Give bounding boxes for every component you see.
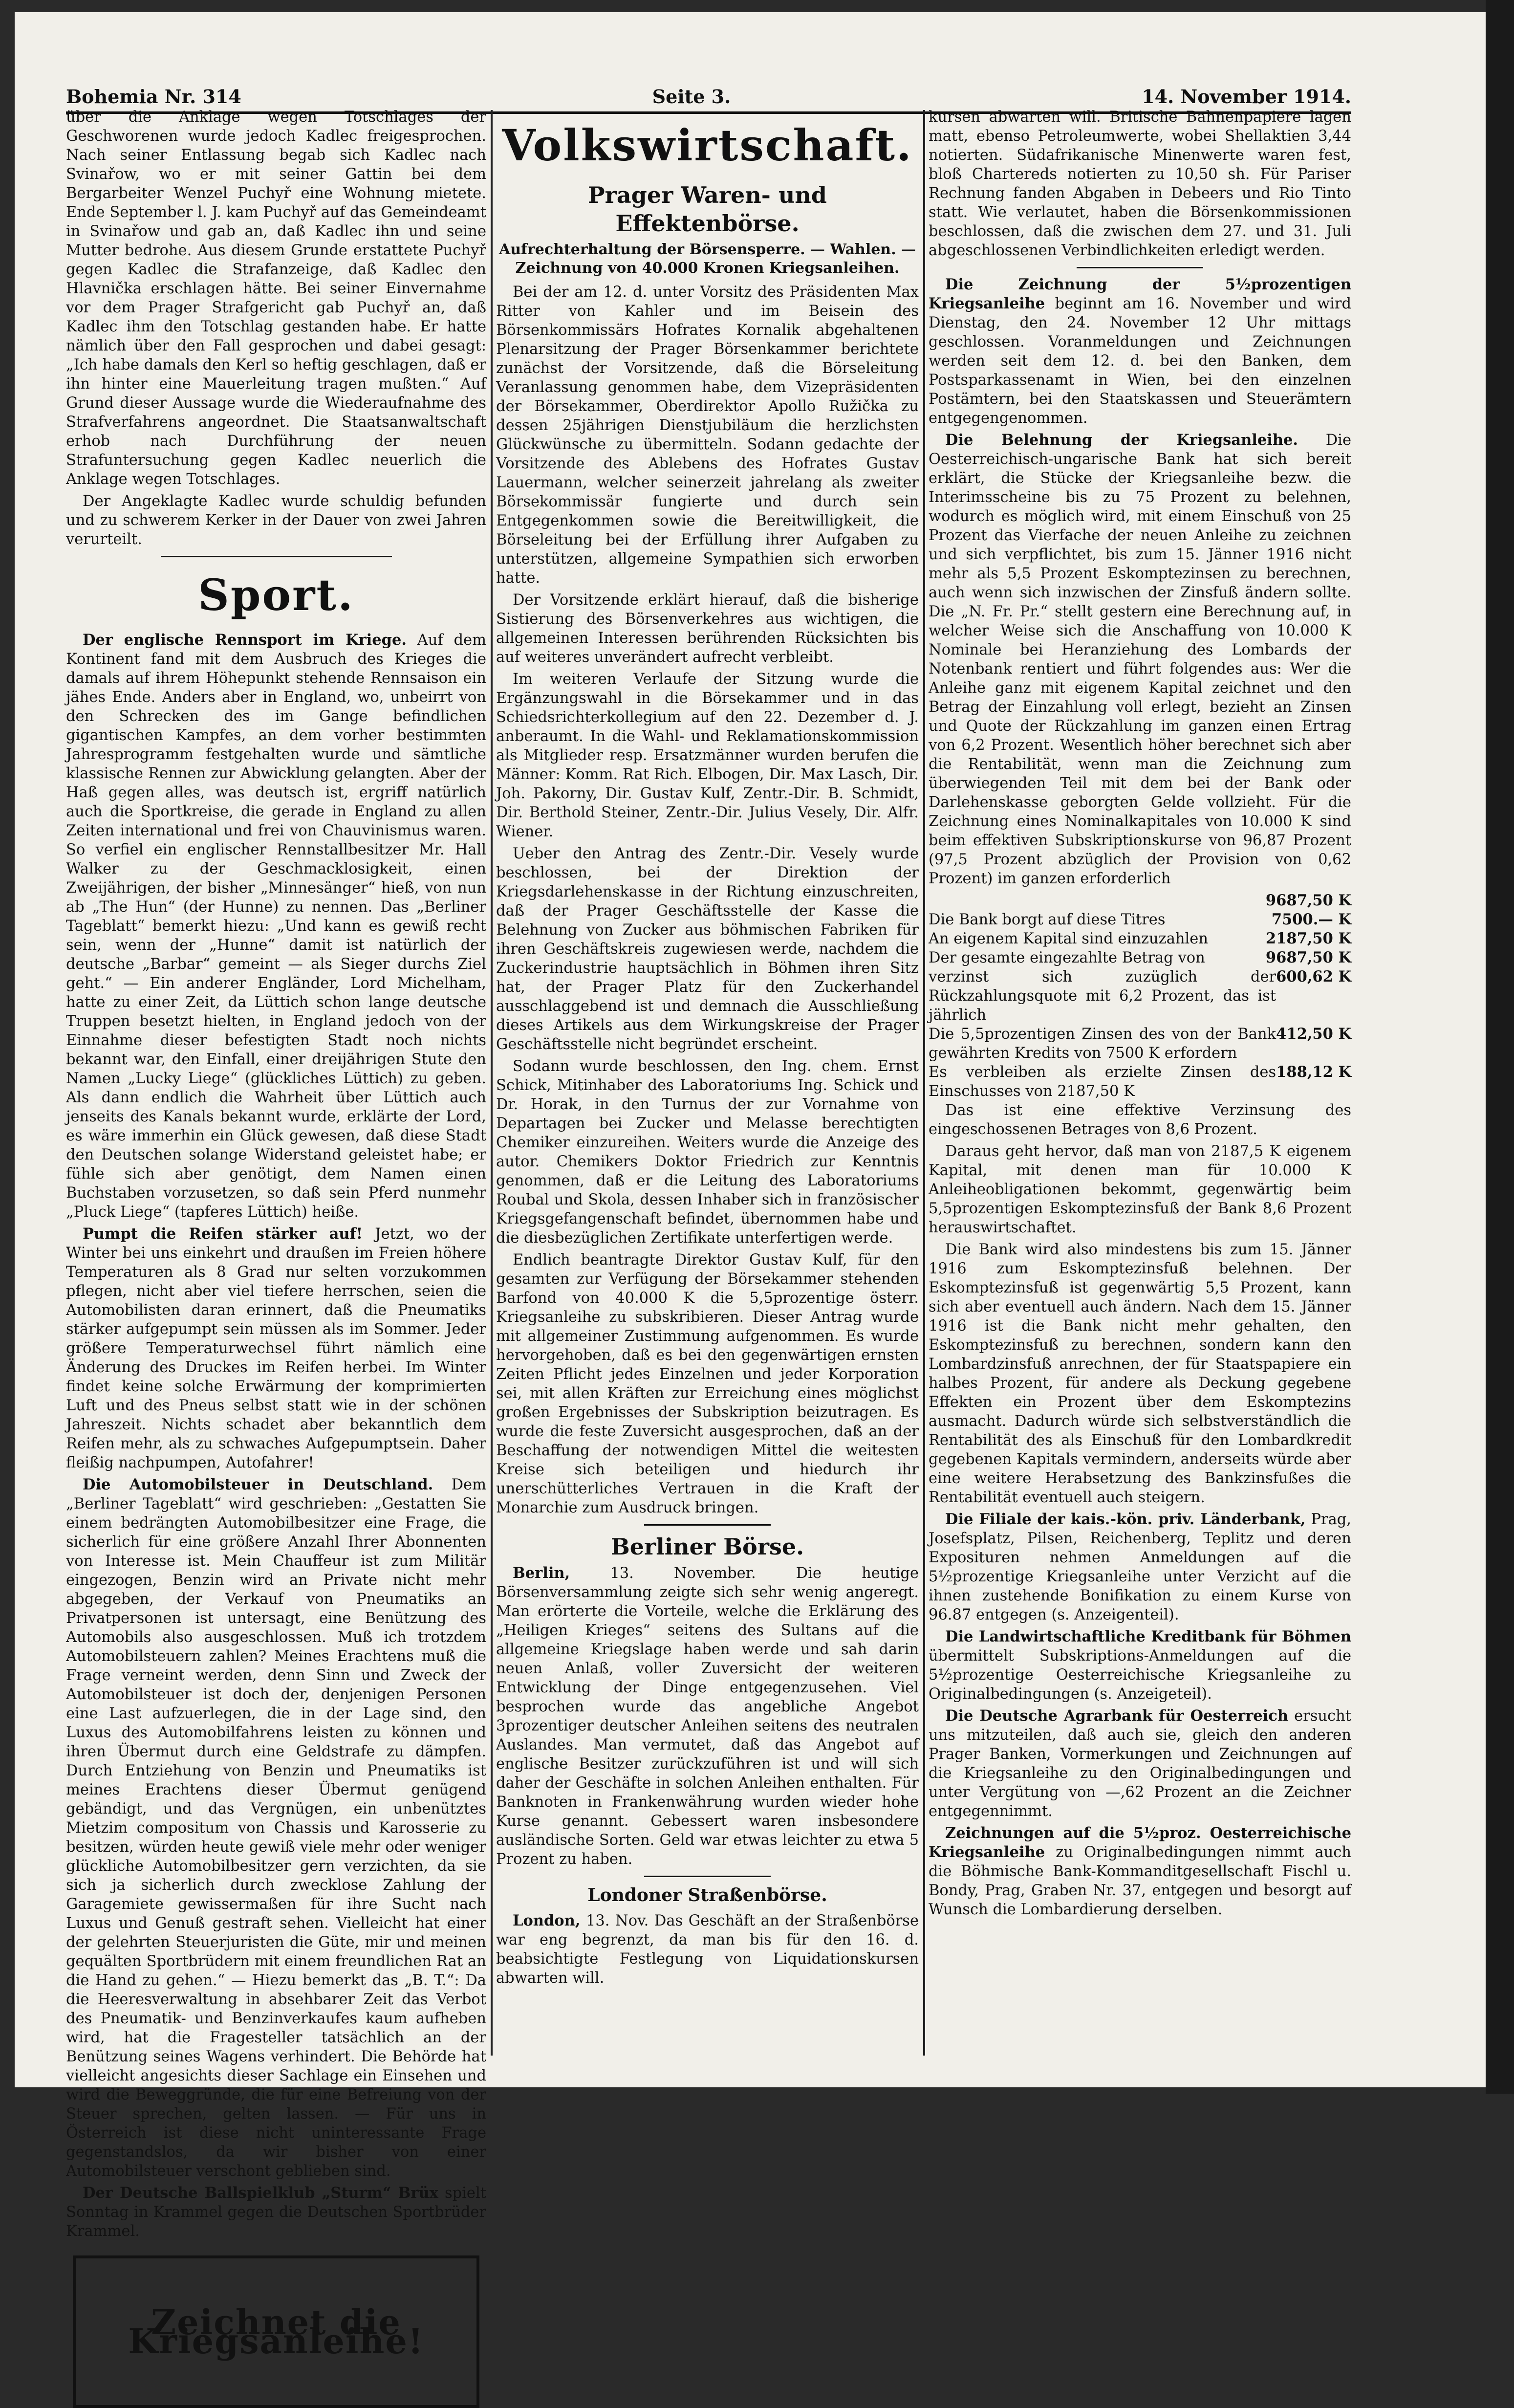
paragraph-lead: Die Deutsche Agrarbank für Oesterreich [945, 1707, 1289, 1725]
paragraph-lead: Der Deutsche Ballspielklub „Sturm“ Brüx [83, 2184, 438, 2202]
economy-title: Volkswirtschaft. [502, 120, 913, 171]
column-rule-1 [491, 110, 493, 2056]
paragraph: Endlich beantragte Direktor Gustav Kulf, für den gesamten zur Verfügung der Börsekammer stehenden Barfond von 40.000 K die 5,5prozentige österr. Kriegsanleihe zu subskribieren. Dieser Antrag wurde mit allgemeiner Zustimmung aufgenommen. Es wurde hervorgehoben, daß es bei den gegenwärtigen ernsten Zeiten Pflicht jedes Einzelnen und jeder Korporation sei, mit allen Kräften zur Erreichung eines möglichst großen Ergebnisses der Subskription beizutragen. Es wurde die feste Zuversicht ausgesprochen, daß an der Beschaffung der notwendigen Mittel die weitesten Kreise sich beteiligen und hiedurch ihr unerschütterliches Vertrauen in die Kraft der Monarchie zum Ausdruck bringen. [496, 1251, 919, 1516]
column-3 [929, 108, 1351, 2058]
paragraph-text: Jetzt, wo der Winter bei uns einkehrt und draußen im Freien höhere Temperaturen als 8 Grad nur selten vorzukommen pflegen, nicht aber viel tiefere herrschen, seien die Automobilisten daran erinnert, daß die Pneumatiks stärker aufgepumpt sein müssen als im Sommer. Jeder größere Temperaturwechsel führt nämlich eine Änderung des Druckes im Reifen herbei. Im Winter findet keine solche Erwärmung der komprimierten Luft und des Pneus selbst statt wie in der schönen Jahreszeit. Nichts schadet aber bekanntlich dem Reifen mehr, als zu schwaches Aufgepumptsein. Daher fleißig nachpumpen, Autofahrer! [66, 1226, 486, 1471]
paragraph-lead: Berlin, [513, 1564, 570, 1582]
paragraph: Daraus geht hervor, daß man von 2187,5 K eigenem Kapital, mit denen man für 10.000 K Anleiheobligationen bekommt, gegenwärtig beim 5,5prozentigen Eskomptezinsfuß der Bank 8,6 Prozent herauswirtschaftet. [929, 1143, 1351, 1236]
calc-label: Es verbleiben als erzielte Zinsen des Einschusses von 2187,50 K [929, 1064, 1276, 1100]
paragraph-lead: Die Automobilsteuer in Deutschland. [83, 1476, 433, 1493]
calc-row [929, 1025, 1351, 1063]
column-2 [496, 108, 919, 2058]
london-exchange-heading: Londoner Straßenbörse. [587, 1885, 827, 1905]
header-date: 14. November 1914. [1142, 86, 1351, 108]
calc-label: Die Bank borgt auf diese Titres [929, 911, 1166, 928]
paragraph: Bei der am 12. d. unter Vorsitz des Präsidenten Max Ritter von Kahler und im Beisein des Börsenkommissärs Hofrates Kornalik abgehaltenen Plenarsitzung der Prager Börsenkammer berichtete zunächst der Vorsitzende, daß die Börseleitung Veranlassung genommen habe, dem Vizepräsidenten der Börsekammer, Oberdirektor Apollo Ružička zu dessen 25jährigen Dienstjubiläum die herzlichsten Glückwünsche zu übermitteln. Sodann gedachte der Vorsitzende des Ablebens des Hofrates Gustav Lauermann, welcher seinerzeit jahrelang als zweiter Börsekommissär fungierte und durch sein Entgegenkommen sowie die Bereitwilligkeit, die Börseleitung bei der Erfüllung ihrer Aufgaben zu unterstützen, allgemeine Sympathien sich erworben hatte. [496, 284, 919, 587]
war-loan-banner: Zeichnet die Kriegsanleihe! [73, 2255, 479, 2408]
paragraph: Ueber den Antrag des Zentr.-Dir. Vesely wurde beschlossen, bei der Direktion der Kriegsdarlehenskasse in der Richtung einzuschreiten, daß der Prager Geschäftsstelle der Kasse die Belehnung von Zucker aus böhmischen Fabriken für ihren Geschäftskreis zugewiesen werde, nachdem die Zuckerindustrie hauptsächlich in Böhmen ihren Sitz hat, der Prager Platz für den Zuckerhandel ausschlaggebend ist und demnach die Ausschließung dieses Artikels aus dem Wirkungskreise der Prager Geschäftsstelle nicht begründet erscheint. [496, 845, 919, 1053]
war-loan-notices [929, 275, 1351, 888]
header-page-number: Seite 3. [652, 86, 731, 108]
paragraph: Sodann wurde beschlossen, den Ing. chem. Ernst Schick, Mitinhaber des Laboratoriums Ing. Schick und Dr. Horak, in den Turnus der zur Vornahme von Departagen bei Zucker und Melasse berechtigten Chemiker einzureihen. Weiters wurde die Anzeige des autor. Chemikers Doktor Friedrich zur Kenntnis genommen, daß er die Leitung des Laboratoriums Roubal und Skola, dessen Inhaber sich in französischer Kriegsgefangenschaft befindet, übernommen habe und die diesbezüglichen Zertifikate unterfertigen werde. [496, 1058, 919, 1247]
paragraph-text: spielt Sonntag in Krammel gegen die Deutschen Sportbrüder Krammel. [66, 2185, 486, 2240]
paragraph [66, 631, 486, 1222]
paragraph: Die Bank wird also mindestens bis zum 15. Jänner 1916 zum Eskomptezinsfuß belehnen. Der Eskomptezinsfuß ist gegenwärtig 5,5 Prozent, kann sich aber eventuell auch ändern. Nach dem 15. Jänner 1916 ist die Bank nicht mehr gehalten, den Eskomptezinsfuß zu berechnen, sondern kann den Lombardzinsfuß anrechnen, der für Staatspapiere ein halbes Prozent, für andere als Deckung gegebene Effekten ein Prozent über dem Eskomptezins ausmacht. Dadurch würde sich selbstverständlich die Rentabilität des als Einschuß für den Lombardkredit gegebenen Kapitals vermindern, anderseits würde aber eine weitere Herabsetzung des Bankzinsfußes die Rentabilität eventuell auch steigern. [929, 1241, 1351, 1506]
calc-row [929, 891, 1351, 910]
paragraph [496, 1564, 919, 1869]
calc-row [929, 929, 1351, 948]
column-1 [66, 108, 486, 2362]
paragraph [66, 2184, 486, 2241]
paragraph-text: Dem „Berliner Tageblatt“ wird geschrieben: „Gestatten Sie einem bedrängten Automobilbesitzer eine Frage, die sicherlich für eine größere Anzahl Ihrer Abonnenten von Interesse ist. Mein Chauffeur ist zum Militär eingezogen, Benzin wird an Private nicht mehr abgegeben, der Verkauf von Pneumatiks an Privatpersonen ist untersagt, eine Benützung des Automobils also ausgeschlossen. Muß ich trotzdem Automobilsteuern zahlen? Meines Erachtens muß die Frage verneint werden, denn Sinn und Zweck der Automobilsteuer ist doch der, denjenigen Personen eine Last aufzuerlegen, die in der Lage sind, den Luxus des Automobilfahrens leisten zu können und ihren Übermut durch eine Geldstrafe zu dämpfen. Durch Entziehung von Benzin und Pneumatiks ist meines Erachtens dieser Übermut genügend gebändigt, und das Vergnügen, ein unbenütztes Mietzim compositum von Chassis und Karosserie zu besitzen, würden heute gewiß viele mehr oder weniger glückliche Automobilbesitzer gern verzichten, da sie sich ja sicherlich durch zwecklose Zahlung der Garagemiete gewissermaßen für ihre Sucht nach Luxus und Genuß gestraft sehen. Vielleicht hat einer der gelehrten Steuerjuristen die Güte, mir und meinen gequälten Sportbrüdern mit einem freundlichen Rat an die Hand zu gehen.“ — Hiezu bemerkt das „B. T.“: Da die Heeresverwaltung in absehbarer Zeit das Verbot des Pneumatik- und Benzinverkaufes kaum aufheben wird, hat die Fragesteller tatsächlich an der Benützung seines Wagens verhindert. Die Behörde hat vielleicht angesichts dieser Sachlage ein Einsehen und wird die Beweggründe, die für eine Befreiung von der Steuer sprechen, gelten lassen. — Für uns in Österreich ist diese nicht uninteressante Frage gegenstandslos, da wir bisher von einer Automobilsteuer verschont geblieben sind. [66, 1476, 486, 2180]
calc-value: 9687,50 K [1265, 949, 1351, 966]
paragraph: Der Vorsitzende erklärt hierauf, daß die bisherige Sistierung des Börsenverkehres aus wichtigen, die allgemeinen Interessen berührenden Rücksichten bis auf weiteres unverändert aufrecht verbleibt. [496, 591, 919, 666]
paragraph-text: zu Originalbedingungen nimmt auch die Böhmische Bank-Kommanditgesellschaft Fischl u. Bondy, Prag, Graben Nr. 37, entgegen und besorgt auf Wunsch die Lombardierung derselben. [929, 1844, 1351, 1918]
paragraph [929, 1707, 1351, 1821]
paragraph-lead: London, [513, 1912, 581, 1929]
calc-label: Der gesamte eingezahlte Betrag von [929, 949, 1205, 966]
calc-value: 2187,50 K [1265, 930, 1351, 947]
paragraph-text: Prag, Josefsplatz, Pilsen, Reichenberg, Teplitz und deren Exposituren nehmen Anmeldungen auf die 5½prozentige Kriegsanleihe unter Verzicht auf die ihnen zustehende Bonifikation zu einem Kurse von 96.87 entgegen (s. Anzeigenteil). [929, 1511, 1352, 1623]
divider [1077, 267, 1204, 268]
divider [644, 1524, 771, 1526]
paragraph [929, 431, 1351, 888]
divider [644, 1876, 771, 1877]
column-rule-2 [923, 110, 925, 2056]
divider [161, 556, 392, 557]
paragraph-text: Die Oesterreichisch-ungarische Bank hat sich bereit erklärt, die Stücke der Kriegsanleihe bezw. die Interimsscheine bis zu 75 Prozent zu belehnen, wodurch es möglich wird, mit einem Einschuß von 25 Prozent das Vierfache der neuen Anleihe zu zeichnen und sich verpflichtet, bis zum 15. Jänner 1916 nicht mehr als 5,5 Prozent Eskomptezinsen zu berechnen, auch wenn sich inzwischen der Zinsfuß ändern sollte. Die „N. Fr. Pr.“ stellt gestern eine Berechnung auf, in welcher Weise sich die Anschaffung von 10.000 K Nominale bei Heranziehung des Lombards der Notenbank rentiert und führt folgendes aus: Wer die Anleihe ganz mit eigenem Kapital zeichnet und den Betrag der Einzahlung voll erlegt, bezieht an Zinsen und Quote der Rückzahlung im ganzen einen Ertrag von 6,2 Prozent. Wesentlich höher berechnet sich aber die Rentabilität, wenn man die Zeichnung zum überwiegenden Teil mit dem bei der Bank oder Darlehenskasse geborgten Gelde vollzieht. Für die Zeichnung eines Nominalkapitales von 10.000 K sind beim effektiven Subskriptionskurse von 96,87 Prozent (97,5 Prozent abzüglich der Provision von 0,62 Prozent) im ganzen erforderlich [929, 432, 1351, 887]
paragraph [929, 275, 1351, 428]
paragraph [929, 1824, 1351, 1919]
sport-section [66, 631, 486, 2241]
paragraph [66, 1225, 486, 1472]
prague-exchange-body [496, 283, 919, 1517]
paragraph: Das ist eine effektive Verzinsung des eingeschossenen Betrages von 8,6 Prozent. [929, 1102, 1351, 1138]
london-exchange-body [496, 1911, 919, 1988]
berlin-exchange-body [496, 1564, 919, 1869]
calc-value: 412,50 K [1276, 1025, 1351, 1043]
paragraph-lead: Zeichnungen auf die 5½proz. Oesterreichische Kriegsanleihe [929, 1824, 1351, 1861]
prague-exchange-heading: Prager Waren- und Effektenbörse. [588, 182, 827, 237]
berlin-exchange-heading: Berliner Börse. [610, 1533, 804, 1560]
paragraph-lead: Die Landwirtschaftliche Kreditbank für Böhmen [945, 1628, 1351, 1645]
paragraph: über die Anklage wegen Totschlages der Geschworenen wurde jedoch Kadlec freigesprochen. Nach seiner Entlassung begab sich Kadlec nach Svinařow, wo er mit seiner Gattin bei dem Bergarbeiter Wenzel Puchyř eine Wohnung mietete. Ende September l. J. kam Puchyř auf das Gemeindeamt in Svinařow und gab an, daß Kadlec ihn und seine Mutter bedrohe. Aus diesem Grunde erstattete Puchyř gegen Kadlec die Strafanzeige, daß Kadlec den Hlavnička erschlagen hätte. Bei seiner Einvernahme vor dem Prager Strafgericht gab Puchyř an, daß Kadlec ihm den Totschlag gestanden habe. Er hatte nämlich über den Fall gesprochen und dabei gesagt: „Ich habe damals den Kerl so heftig geschlagen, daß er ihn hinter eine Mauerleitung tragen mußten.“ Auf Grund dieser Aussage wurde die Wiederaufnahme des Strafverfahrens angeordnet. Die Staatsanwaltschaft erhob nach Durchführung der neuen Strafuntersuchung gegen Kadlec neuerlich die Anklage wegen Totschlages. [66, 109, 486, 488]
paragraph [496, 1911, 919, 1988]
paragraph: Der Angeklagte Kadlec wurde schuldig befunden und zu schwerem Kerker in der Dauer von zwei Jahren verurteilt. [66, 493, 486, 548]
paragraph-text: übermittelt Subskriptions-Anmeldungen auf die 5½prozentige Oesterreichische Kriegsanleihe zu Originalbedingungen (s. Anzeigeteil). [929, 1647, 1351, 1703]
paragraph-text: ersucht uns mitzuteilen, daß auch sie, gleich den anderen Prager Banken, Vormerkungen und Zeichnungen auf die Kriegsanleihe zu den Originalbedingungen und unter Vergütung von —,62 Prozent an die Zeichner entgegennimmt. [929, 1707, 1351, 1820]
paragraph: Im weiteren Verlaufe der Sitzung wurde die Ergänzungswahl in die Börsekammer und in das Schiedsrichterkollegium auf den 22. Dezember d. J. anberaumt. In die Wahl- und Reklamationskommission als Mitglieder resp. Ersatzmänner wurden berufen die Männer: Komm. Rat Rich. Elbogen, Dir. Max Lasch, Dir. Joh. Pakorny, Dir. Gustav Kulf, Zentr.-Dir. B. Schmidt, Dir. Berthold Steiner, Zentr.-Dir. Julius Vesely, Dir. Alfr. Wiener. [496, 671, 919, 840]
calc-row [929, 948, 1351, 967]
paragraph-text: 13. November. Die heutige Börsenversammlung zeigte sich sehr wenig angeregt. Man erörterte die Vorteile, welche die Erklärung des „Heiligen Krieges“ seitens des Sultans auf die allgemeine Kriegslage haben werde und sah darin neuen Anlaß, voller Zuversicht der weiteren Entwicklung der Dinge entgegenzusehen. Viel besprochen wurde das angebliche Angebot 3prozentiger deutscher Anleihen seitens des neutralen Auslandes. Man vermutet, daß das Angebot auf englische Besitzer zurückzuführen ist und will sich daher der Geschäfte in solchen Anleihen enthalten. Für Banknoten in Frankenwährung wurden wieder hohe Kurse genannt. Gebessert waren insbesondere ausländische Sorten. Geld war etwas leichter zu etwa 5 Prozent zu haben. [496, 1565, 919, 1868]
paragraph-text: Auf dem Kontinent fand mit dem Ausbruch des Krieges die damals auf ihrem Höhepunkt stehende Rennsaison ein jähes Ende. Anders aber in England, wo, unbeirrt von den Schrecken des im Gange befindlichen gigantischen Kampfes, an dem vorher bestimmten Jahresprogramm festgehalten wurde und sämtliche klassische Rennen zur Abwicklung gelangten. Aber der Haß gegen alles, was deutsch ist, ergriff natürlich auch die Sportkreise, die gerade in England zu allen Zeiten international und frei von Chauvinismus waren. So verfiel ein englischer Rennstallbesitzer Mr. Hall Walker zu der Geschmacklosigkeit, einen Zweijährigen, der bisher „Minnesänger“ hieß, von nun ab „The Hun“ (der Hunne) zu nennen. Das „Berliner Tageblatt“ bemerkt hiezu: „Und kann es gewiß recht sein, wenn der „Hunne“ damit ist natürlich der deutsche „Barbar“ gemeint — als Sieger durchs Ziel geht.“ — Ein anderer Engländer, Lord Michelham, hatte zu einer Zeit, da Lüttich schon lange deutsche Truppen besetzt hielten, in England jedoch von der Einnahme dieser befestigten Stadt noch nichts bekannt war, den Einfall, einer dreijährigen Stute den Namen „Lucky Liege“ (glückliches Lüttich) zu geben. Als dann endlich die Wahrheit über Lüttich auch jenseits des Kanals bekannt wurde, erklärte der Lord, es wäre immerhin ein Glück gewesen, daß diese Stadt den Deutschen solange Widerstand geleistet habe; er fühle sich aber genötigt, dem Namen einen Buchstaben vorzusetzen, so daß sein Pferd nunmehr „Pluck Liege“ (tapferes Lüttich) heiße. [66, 632, 486, 1221]
paragraph-lead: Der englische Rennsport im Kriege. [83, 631, 407, 649]
london-continuation [929, 108, 1351, 260]
paragraph [66, 1475, 486, 2181]
interest-commentary [929, 1101, 1351, 1507]
calc-value: 188,12 K [1276, 1063, 1351, 1081]
paragraph-text: beginnt am 16. November und wird Dienstag, den 24. November 12 Uhr mittags geschlossen. Voranmeldungen und Zeichnungen werden seit dem 12. d. bei den Banken, dem Postsparkassenamt in Wien, bei den einzelnen Postämtern, bei den Staatskassen und Steuerämtern entgegengenommen. [929, 295, 1351, 427]
calc-value: 9687,50 K [1265, 892, 1351, 909]
paragraph-lead: Die Filiale der kais.-kön. priv. Länderbank, [945, 1510, 1306, 1528]
header-issue: Bohemia Nr. 314 [66, 86, 241, 108]
paragraph-lead: Die Zeichnung der 5½prozentigen Kriegsanleihe [929, 276, 1351, 312]
court-report [66, 108, 486, 549]
calc-value: 600,62 K [1276, 968, 1351, 985]
calc-label: An eigenem Kapital sind einzuzahlen [929, 930, 1208, 947]
paragraph [929, 1510, 1351, 1624]
paragraph: kursen abwarten will. Britische Bahnenpapiere lagen matt, ebenso Petroleumwerte, wobei Shellaktien 3,44 notierten. Südafrikanische Minenwerte waren fest, bloß Chartereds notierten zu 10,50 sh. Für Pariser Rechnung fanden Abgaben in Debeers und Rio Tinto statt. Wie verlautet, haben die Börsenkommissionen beschlossen, daß die zwischen dem 27. und 31. Juli abgeschlossenen Verbindlichkeiten erledigt werden. [929, 109, 1351, 259]
paragraph-lead: Pumpt die Reifen stärker auf! [83, 1225, 363, 1243]
bank-notices [929, 1510, 1351, 1919]
sport-title: Sport. [198, 569, 354, 620]
calc-label: verzinst sich zuzüglich der Rückzahlungsquote mit 6,2 Prozent, das ist jährlich [929, 968, 1276, 1024]
calc-row [929, 910, 1351, 929]
paragraph-lead: Die Belehnung der Kriegsanleihe. [945, 431, 1298, 449]
paragraph-text: 13. Nov. Das Geschäft an der Straßenbörse war eng begrenzt, da man bis für den 16. d. beabsichtigte Festlegung von Liquidationskursen abwarten will. [496, 1912, 919, 1987]
paragraph [929, 1627, 1351, 1704]
interest-calculation [929, 891, 1351, 1101]
prague-exchange-deck: Aufrechterhaltung der Börsensperre. — Wahlen. — Zeichnung von 40.000 Kronen Kriegsanleihen. [498, 241, 916, 277]
calc-label: Die 5,5prozentigen Zinsen des von der Bank gewährten Kredits von 7500 K erfordern [929, 1026, 1276, 1062]
calc-row [929, 967, 1351, 1025]
calc-row [929, 1063, 1351, 1101]
calc-value: 7500.— K [1271, 911, 1351, 928]
scan-edge [1486, 0, 1514, 2094]
